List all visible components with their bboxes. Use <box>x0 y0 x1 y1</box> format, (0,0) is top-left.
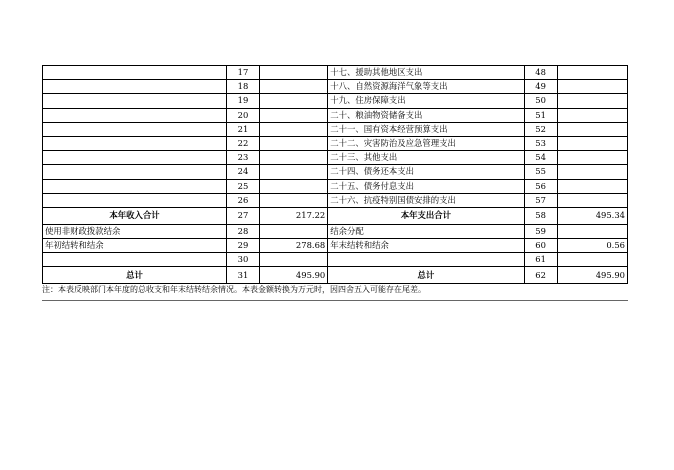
expense-amount-cell <box>557 193 627 207</box>
income-row-number-cell: 19 <box>226 94 259 108</box>
expense-item-cell: 十八、自然资源海洋气象等支出 <box>328 80 524 94</box>
income-amount-cell <box>260 122 328 136</box>
expense-item-cell: 十九、住房保障支出 <box>328 94 524 108</box>
table-row <box>43 108 628 122</box>
table-row <box>43 151 628 165</box>
table-row <box>43 94 628 108</box>
expense-item-cell: 年末结转和结余 <box>328 239 524 253</box>
expense-item-cell: 二十二、灾害防治及应急管理支出 <box>328 136 524 150</box>
income-item-cell <box>43 193 227 207</box>
income-amount-cell: 495.90 <box>260 267 328 284</box>
expense-item-cell: 本年支出合计 <box>328 207 524 224</box>
income-amount-cell <box>260 136 328 150</box>
income-amount-cell <box>260 108 328 122</box>
income-row-number-cell: 29 <box>226 239 259 253</box>
income-row-number-cell: 17 <box>226 66 259 80</box>
expense-amount-cell <box>557 151 627 165</box>
expense-amount-cell <box>557 94 627 108</box>
income-row-number-cell: 18 <box>226 80 259 94</box>
income-item-cell <box>43 151 227 165</box>
income-amount-cell <box>260 193 328 207</box>
income-amount-cell: 217.22 <box>260 207 328 224</box>
income-row-number-cell: 22 <box>226 136 259 150</box>
expense-row-number-cell: 48 <box>524 66 557 80</box>
income-item-cell <box>43 253 227 267</box>
expense-item-cell: 二十三、其他支出 <box>328 151 524 165</box>
expense-item-cell: 二十六、抗疫特别国债安排的支出 <box>328 193 524 207</box>
income-amount-cell <box>260 253 328 267</box>
table-row <box>43 66 628 80</box>
expense-row-number-cell: 52 <box>524 122 557 136</box>
expense-row-number-cell: 62 <box>524 267 557 284</box>
expense-row-number-cell: 51 <box>524 108 557 122</box>
table-row <box>43 267 628 284</box>
table-row <box>43 239 628 253</box>
expense-amount-cell: 0.56 <box>557 239 627 253</box>
expense-row-number-cell: 61 <box>524 253 557 267</box>
expense-row-number-cell: 54 <box>524 151 557 165</box>
income-item-cell: 总计 <box>43 267 227 284</box>
table-row <box>43 207 628 224</box>
income-row-number-cell: 26 <box>226 193 259 207</box>
expense-row-number-cell: 58 <box>524 207 557 224</box>
income-amount-cell <box>260 94 328 108</box>
expense-item-cell: 结余分配 <box>328 224 524 238</box>
expense-item-cell: 二十、粮油物资储备支出 <box>328 108 524 122</box>
income-item-cell: 年初结转和结余 <box>43 239 227 253</box>
table-row <box>43 136 628 150</box>
income-item-cell <box>43 80 227 94</box>
expense-row-number-cell: 56 <box>524 179 557 193</box>
income-row-number-cell: 25 <box>226 179 259 193</box>
income-row-number-cell: 27 <box>226 207 259 224</box>
expense-amount-cell <box>557 224 627 238</box>
expense-item-cell: 十七、援助其他地区支出 <box>328 66 524 80</box>
table-row <box>43 224 628 238</box>
expense-row-number-cell: 53 <box>524 136 557 150</box>
footer-rule <box>42 300 628 301</box>
income-amount-cell: 278.68 <box>260 239 328 253</box>
income-item-cell: 本年收入合计 <box>43 207 227 224</box>
income-item-cell <box>43 108 227 122</box>
table-row <box>43 179 628 193</box>
expense-amount-cell: 495.34 <box>557 207 627 224</box>
income-row-number-cell: 28 <box>226 224 259 238</box>
expense-item-cell: 总计 <box>328 267 524 284</box>
table-row <box>43 253 628 267</box>
table-row <box>43 122 628 136</box>
income-row-number-cell: 30 <box>226 253 259 267</box>
expense-row-number-cell: 55 <box>524 165 557 179</box>
expense-row-number-cell: 59 <box>524 224 557 238</box>
income-row-number-cell: 24 <box>226 165 259 179</box>
income-item-cell <box>43 165 227 179</box>
expense-item-cell: 二十四、债务还本支出 <box>328 165 524 179</box>
table-row <box>43 165 628 179</box>
expense-amount-cell <box>557 136 627 150</box>
income-row-number-cell: 31 <box>226 267 259 284</box>
expense-item-cell <box>328 253 524 267</box>
expense-item-cell: 二十五、债务付息支出 <box>328 179 524 193</box>
income-amount-cell <box>260 165 328 179</box>
expense-item-cell: 二十一、国有资本经营预算支出 <box>328 122 524 136</box>
income-item-cell <box>43 136 227 150</box>
expense-amount-cell <box>557 122 627 136</box>
income-item-cell <box>43 66 227 80</box>
budget-table-body <box>43 66 628 284</box>
income-row-number-cell: 21 <box>226 122 259 136</box>
expense-amount-cell <box>557 66 627 80</box>
income-item-cell: 使用非财政拨款结余 <box>43 224 227 238</box>
expense-row-number-cell: 50 <box>524 94 557 108</box>
expense-amount-cell <box>557 108 627 122</box>
income-item-cell <box>43 94 227 108</box>
income-item-cell <box>43 122 227 136</box>
expense-amount-cell <box>557 165 627 179</box>
income-amount-cell <box>260 224 328 238</box>
income-amount-cell <box>260 151 328 165</box>
table-row <box>43 193 628 207</box>
expense-row-number-cell: 49 <box>524 80 557 94</box>
budget-table <box>42 65 628 284</box>
income-amount-cell <box>260 66 328 80</box>
expense-amount-cell <box>557 179 627 193</box>
income-row-number-cell: 20 <box>226 108 259 122</box>
income-row-number-cell: 23 <box>226 151 259 165</box>
expense-row-number-cell: 60 <box>524 239 557 253</box>
income-item-cell <box>43 179 227 193</box>
table-row <box>43 80 628 94</box>
income-amount-cell <box>260 80 328 94</box>
expense-amount-cell <box>557 253 627 267</box>
income-amount-cell <box>260 179 328 193</box>
expense-amount-cell <box>557 80 627 94</box>
expense-amount-cell: 495.90 <box>557 267 627 284</box>
expense-row-number-cell: 57 <box>524 193 557 207</box>
table-footnote: 注：本表反映部门本年度的总收支和年末结转结余情况。本表金额转换为万元时，因四舍五入可能存在尾差。 <box>42 285 426 294</box>
